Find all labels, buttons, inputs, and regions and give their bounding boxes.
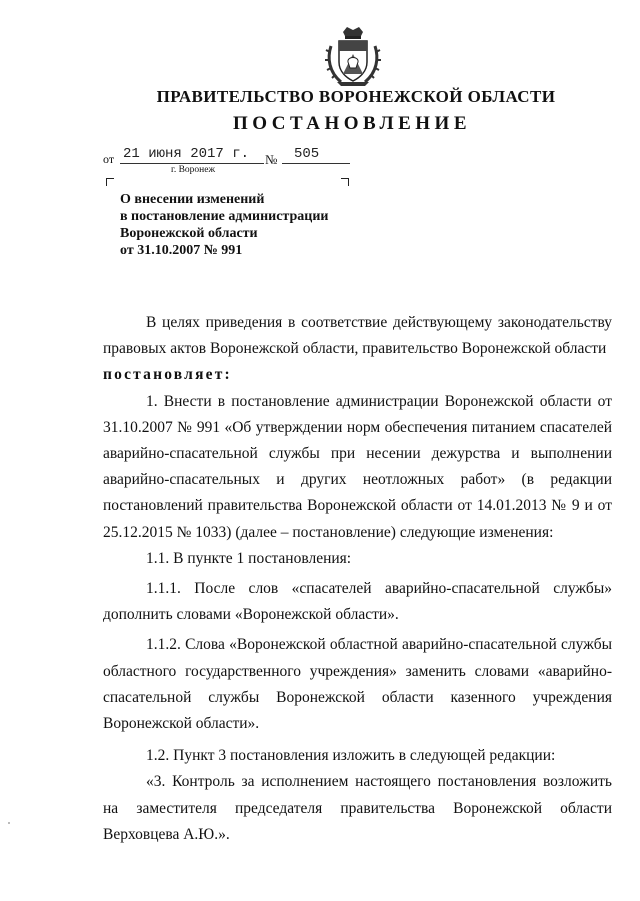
document-date-number-line [103, 146, 363, 168]
item-paragraph: 1.1.1. После слов «спасателей аварийно-спасательной службы» дополнить словами «Воронежской области». [103, 580, 612, 624]
item-paragraph: 1. Внести в постановление администрации Воронежской области от 31.10.2007 № 991 «Об утверждении норм обеспечения питанием спасателей аварийно-спасательной службы при несении дежурства и выполнении аварийно-спасательных и других неотложных работ» (в редакции постановлений правительства Воронежской области от 14.01.2013 № 9 и от 25.12.2015 № 1033) (далее – постановление) следующие изменения: [103, 392, 612, 541]
document-date: 21 июня 2017 г. [123, 146, 250, 162]
subject-line: от 31.10.2007 № 991 [120, 243, 243, 258]
number-label: № [265, 152, 278, 167]
scan-speck [8, 822, 10, 824]
document-number: 505 [294, 146, 320, 162]
resolves-word: постановляет: [103, 366, 232, 384]
document-body [103, 310, 612, 848]
subject-line: Воронежской области [120, 226, 258, 241]
subject-line: в постановление администрации [120, 209, 329, 224]
document-subject [120, 191, 380, 259]
subject-bracket-right [341, 178, 349, 186]
from-label: от [103, 152, 115, 166]
item-paragraph: 1.1.2. Слова «Воронежской областной аварийно-спасательной службы областного государственного учреждения» заменить словами «аварийно-спасательной службы Воронежской области казенного учреждения Воронежской области». [103, 636, 612, 733]
document-type-title: ПОСТАНОВЛЕНИЕ [232, 113, 472, 134]
date-underline [120, 163, 264, 164]
number-underline [282, 163, 350, 164]
government-title: ПРАВИТЕЛЬСТВО ВОРОНЕЖСКОЙ ОБЛАСТИ [156, 87, 556, 106]
subject-bracket-left [106, 178, 114, 186]
subject-line: О внесении изменений [120, 192, 265, 207]
document-city: г. Воронеж [171, 165, 216, 175]
preamble-paragraph: В целях приведения в соответствие действующему законодательству правовых актов Воронежской области, правительство Воронежской области [103, 314, 612, 358]
item-paragraph: «3. Контроль за исполнением настоящего постановления возложить на заместителя председателя правительства Воронежской области Верховцева А.Ю.». [103, 773, 612, 843]
coat-of-arms-icon [325, 24, 381, 88]
item-paragraph: 1.2. Пункт 3 постановления изложить в следующей редакции: [146, 747, 556, 765]
item-paragraph: 1.1. В пункте 1 постановления: [146, 549, 352, 567]
